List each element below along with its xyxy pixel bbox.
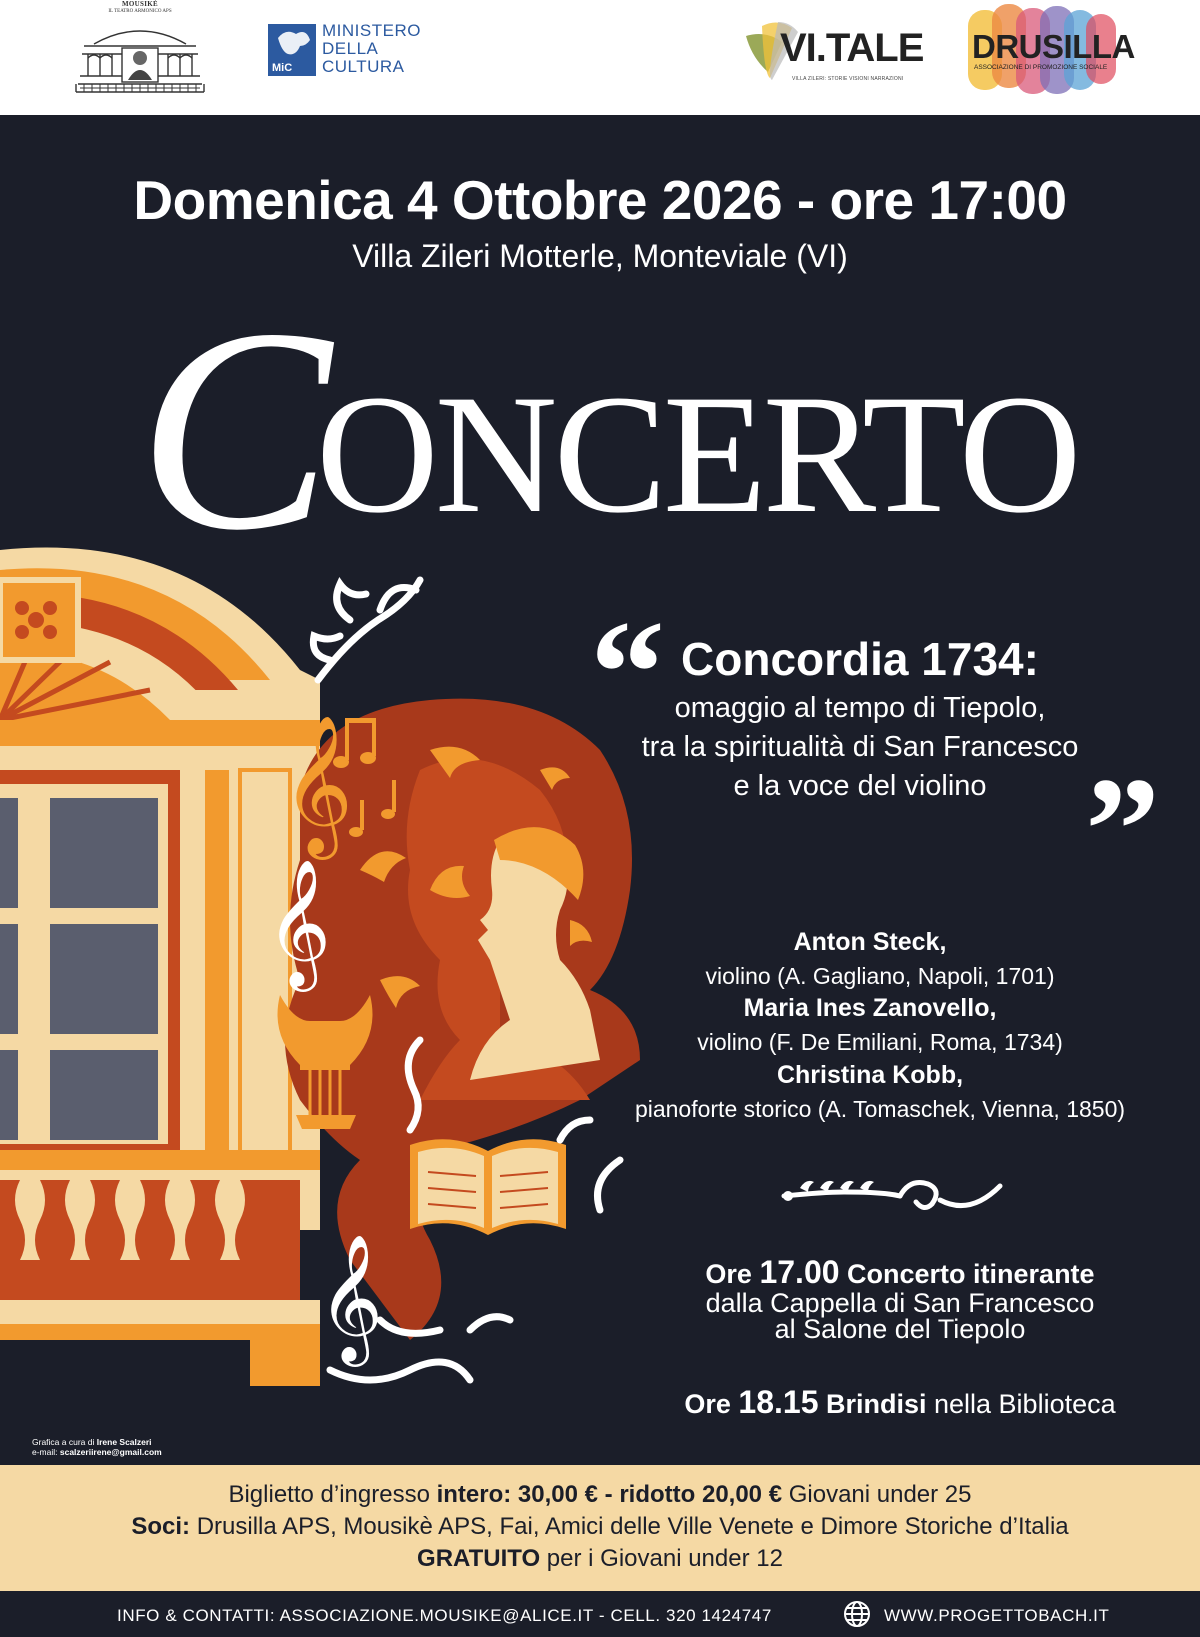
footer <box>0 1591 1200 1637</box>
schedule-2-prefix: Ore <box>684 1389 739 1419</box>
mousike-logo-title: MOUSIKÈ <box>122 0 158 8</box>
schedule-1-title: Concerto itinerante <box>839 1259 1095 1289</box>
event-datetime: Domenica 4 Ottobre 2026 - ore 17:00 <box>133 169 1067 231</box>
program-line-3: e la voce del violino <box>733 770 987 802</box>
schedule-1-prefix: Ore <box>705 1259 760 1289</box>
ministero-cultura-logo <box>268 21 448 80</box>
graphic-credit-email <box>32 1447 162 1457</box>
schedule-2-title: Brindisi <box>818 1389 927 1419</box>
event-title <box>138 269 1088 590</box>
mic-label: MiC <box>272 62 293 74</box>
schedule-1-time: 17.00 <box>759 1254 840 1290</box>
mic-line-3: CULTURA <box>322 57 405 76</box>
baroque-window-illustration <box>0 540 660 1460</box>
drusilla-tagline: ASSOCIAZIONE DI PROMOZIONE SOCIALE <box>974 64 1108 71</box>
program-line-2: tra la spiritualità di San Francesco <box>641 731 1079 763</box>
ticket-members-line <box>0 1513 1200 1541</box>
mic-line-2: DELLA <box>322 39 379 58</box>
open-book-icon <box>410 1139 566 1235</box>
ticket-label: Biglietto d’ingresso <box>228 1481 437 1508</box>
schedule-item-1 <box>620 1254 1180 1291</box>
performer-name: Maria Ines Zanovello, <box>743 994 997 1022</box>
free-label: GRATUITO <box>417 1545 541 1572</box>
program-line-1: omaggio al tempo di Tiepolo, <box>674 692 1046 724</box>
globe-icon <box>842 1599 872 1629</box>
members-label: Soci: <box>131 1513 191 1540</box>
drusilla-logo <box>966 2 1135 98</box>
balcony <box>0 1180 300 1300</box>
contact-info: INFO & CONTATTI: ASSOCIAZIONE.MOUSIKE@ALICE.IT - CELL. 320 1424747 <box>117 1606 772 1625</box>
mic-line-1: MINISTERO <box>322 21 421 40</box>
ticket-reduced-note: Giovani under 25 <box>782 1481 972 1508</box>
mic-emblem <box>268 24 316 76</box>
mousike-logo <box>70 0 210 105</box>
performer-instrument: pianoforte storico (A. Tomaschek, Vienna, 1850) <box>634 1096 1126 1122</box>
mousike-logo-subtitle: IL TEATRO ARMONICO APS <box>108 9 172 14</box>
graphic-credit <box>32 1437 152 1447</box>
website-link[interactable]: WWW.PROGETTOBACH.IT <box>884 1606 1110 1625</box>
program-heading: Concordia 1734: <box>681 633 1039 685</box>
treble-clef-icon: 𝄞 <box>282 715 353 854</box>
bull-emblem-icon <box>268 24 316 64</box>
performer-instrument: violino (F. De Emiliani, Roma, 1734) <box>697 1029 1063 1055</box>
schedule-2-rest: nella Biblioteca <box>926 1389 1116 1419</box>
ornament-divider-icon <box>780 1170 1010 1220</box>
vitale-name: VI.TALE <box>780 26 924 70</box>
schedule-item-1-line-2: dalla Cappella di San Francesco <box>705 1288 1095 1318</box>
vitale-tagline: VILLA ZILERI: STORIE VISIONI NARRAZIONI <box>792 76 904 82</box>
performer-name: Christina Kobb, <box>776 1061 964 1089</box>
vitale-logo <box>742 14 922 89</box>
title-rest: ONCERTO <box>316 360 1078 548</box>
ticket-prices: intero: 30,00 € - ridotto 20,00 € <box>436 1481 783 1508</box>
logo-band <box>0 0 1200 115</box>
free-note: per i Giovani under 12 <box>540 1545 783 1572</box>
theatre-building-icon <box>74 14 206 96</box>
ticket-price-line <box>0 1481 1200 1509</box>
ticket-free-line <box>0 1545 1200 1573</box>
members-list: Drusilla APS, Mousikè APS, Fai, Amici delle Ville Venete e Dimore Storiche d’Italia <box>190 1513 1069 1540</box>
mic-name <box>322 22 421 76</box>
credit-email-label: e-mail: <box>32 1447 60 1457</box>
credit-label: Grafica a cura di <box>32 1437 97 1447</box>
open-quote-icon: “ <box>590 590 665 756</box>
treble-clef-bottom-icon: 𝄞 <box>318 1233 384 1361</box>
treble-clef-white-icon: 𝄞 <box>266 858 332 986</box>
event-venue: Villa Zileri Motterle, Monteviale (VI) <box>352 238 848 274</box>
schedule-2-time: 18.15 <box>738 1384 819 1420</box>
performer-name: Anton Steck, <box>793 928 947 956</box>
drusilla-name: DRUSILLA <box>972 28 1135 65</box>
schedule-item-1-line-3: al Salone del Tiepolo <box>774 1314 1026 1344</box>
performer-instrument: violino (A. Gagliano, Napoli, 1701) <box>705 963 1055 989</box>
title-initial: C <box>138 269 332 590</box>
credit-email: scalzeriirene@gmail.com <box>59 1447 162 1457</box>
credit-name: Irene Scalzeri <box>96 1437 152 1447</box>
schedule-item-2 <box>620 1384 1180 1421</box>
ticket-info-band <box>0 1465 1200 1591</box>
close-quote-icon: ” <box>1085 747 1160 913</box>
